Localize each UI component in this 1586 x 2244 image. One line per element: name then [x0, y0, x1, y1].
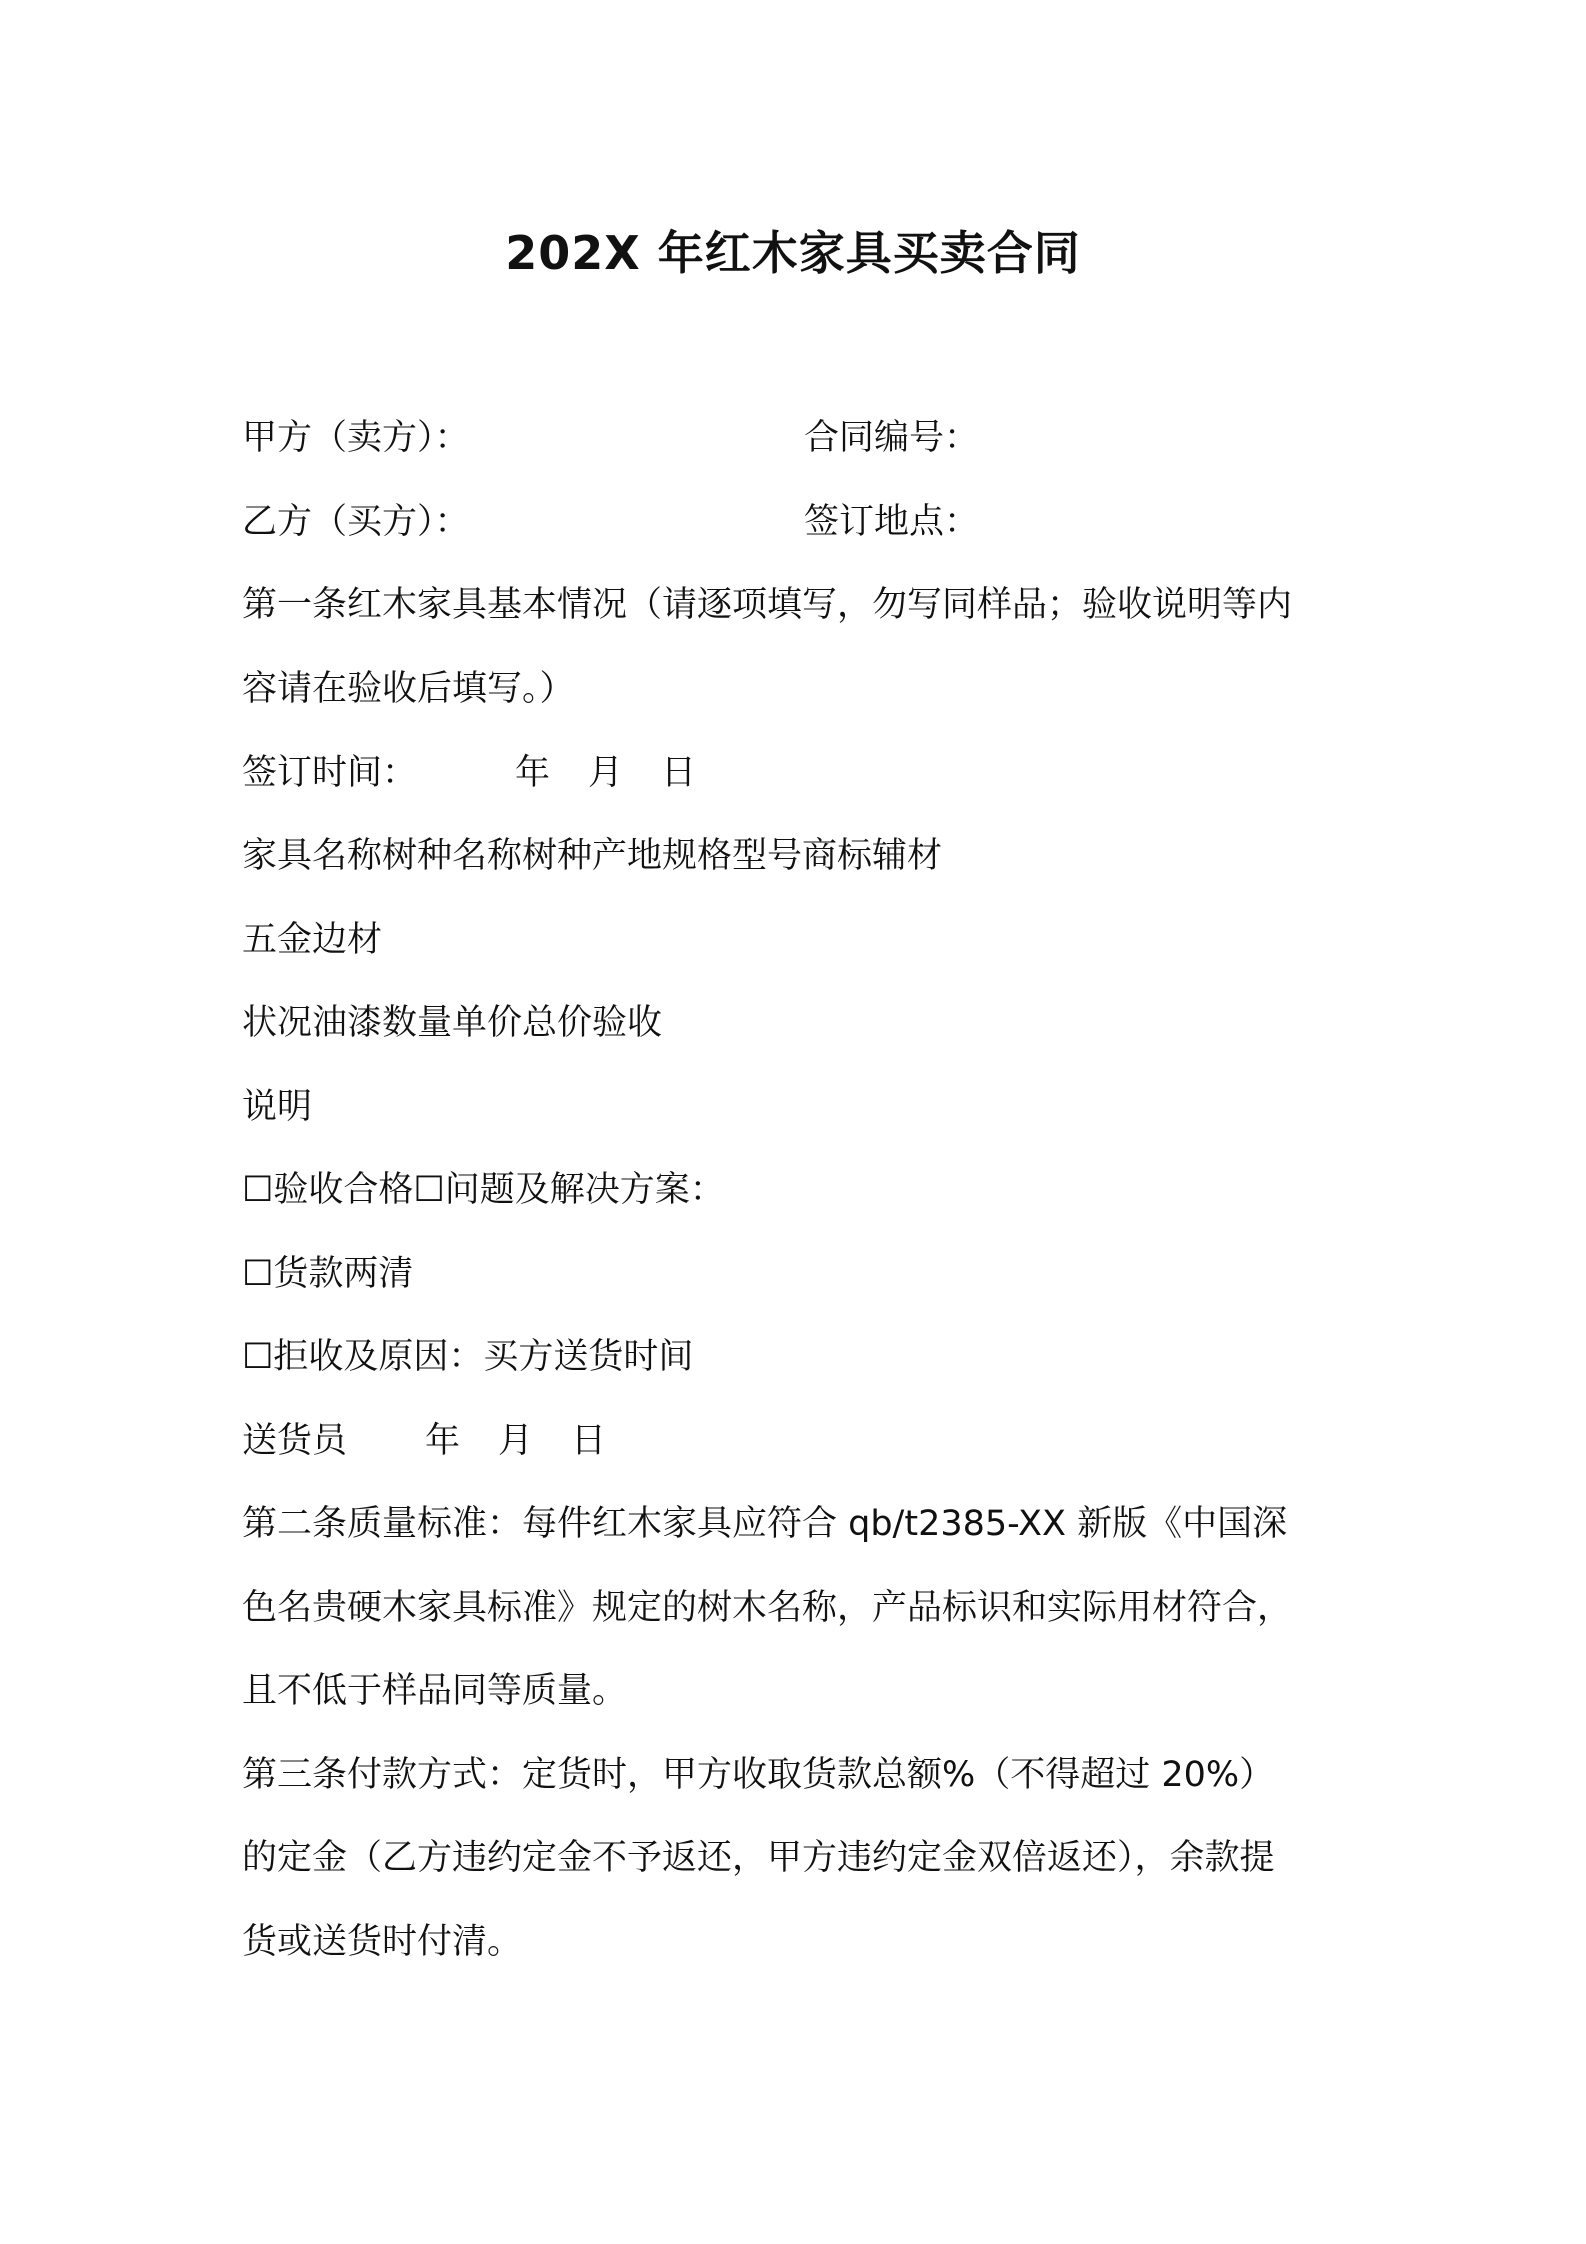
delivery-person-label: 送货员: [242, 1421, 348, 1461]
delivery-year: 年: [425, 1421, 461, 1461]
delivery-day: 日: [571, 1421, 607, 1461]
sign-time-year: 年: [515, 753, 551, 793]
sign-time-month: 月: [588, 753, 624, 793]
item-table-line-1: 家具名称树种名称树种产地规格型号商标辅材: [242, 836, 943, 876]
sign-time-day: 日: [661, 753, 697, 793]
document-title: 202X 年红木家具买卖合同: [505, 226, 1081, 280]
party-b-label: 乙方（买方）：: [242, 502, 470, 542]
item-table-line-3: 状况油漆数量单价总价验收: [242, 1003, 663, 1043]
article-3-line-3: 货或送货时付清。: [242, 1922, 523, 1962]
checkbox-line-rejection: ☐拒收及原因：买方送货时间: [242, 1337, 694, 1377]
sign-time-label: 签订时间：: [242, 753, 418, 793]
article-3-line-2: 的定金（乙方违约定金不予返还，甲方违约定金双倍返还），余款提: [242, 1838, 1275, 1878]
article-2-line-2: 色名贵硬木家具标准》规定的树木名称，产品标识和实际用材符合，: [242, 1588, 1293, 1628]
item-table-line-4: 说明: [242, 1087, 313, 1127]
sign-place-label: 签订地点：: [804, 502, 980, 542]
delivery-line: [242, 1416, 606, 1466]
checkbox-line-acceptance: ☐验收合格☐问题及解决方案：: [242, 1170, 725, 1210]
article-2-line-3: 且不低于样品同等质量。: [242, 1671, 628, 1711]
article-3-line-1: 第三条付款方式：定货时，甲方收取货款总额%（不得超过 20%）: [242, 1755, 1275, 1795]
sign-time-line: [242, 748, 696, 798]
item-table-line-2: 五金边材: [242, 920, 383, 960]
article-2-line-1: 第二条质量标准：每件红木家具应符合 qb/t2385-XX 新版《中国深: [242, 1504, 1288, 1544]
delivery-month: 月: [498, 1421, 534, 1461]
article-1-line-2: 容请在验收后填写。）: [242, 669, 575, 709]
article-1-line-1: 第一条红木家具基本情况（请逐项填写，勿写同样品；验收说明等内: [242, 585, 1293, 625]
party-a-label: 甲方（卖方）：: [242, 418, 470, 458]
checkbox-line-settled: ☐货款两清: [242, 1254, 414, 1294]
contract-number-label: 合同编号：: [804, 418, 980, 458]
